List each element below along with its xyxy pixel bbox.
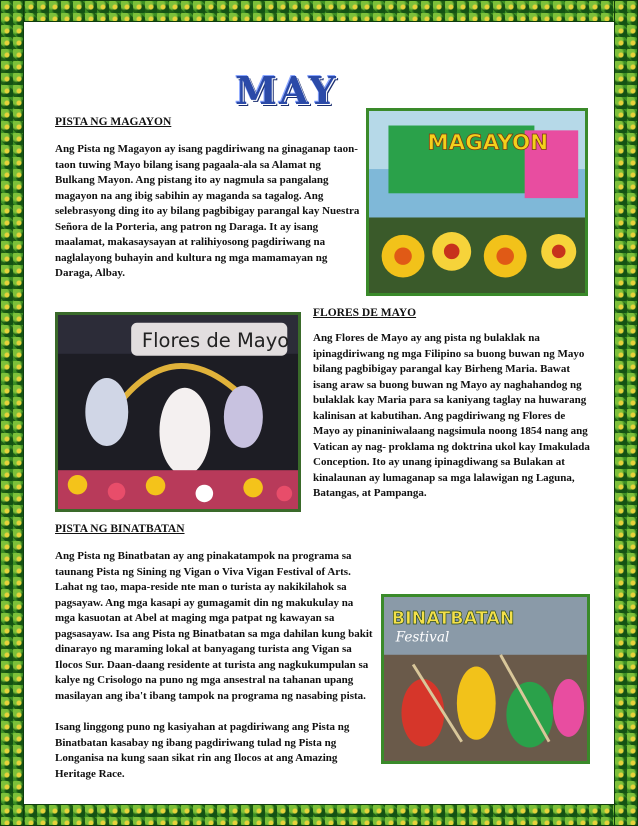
border-right <box>614 0 638 826</box>
magayon-heading: PISTA NG MAGAYON <box>55 116 172 128</box>
flores-photo <box>55 312 301 512</box>
flores-paragraph: Ang Flores de Mayo ay ang pista ng bulaklak na ipinagdiriwang ng mga Filipino sa buong buwan ng Mayo bilang pagbibigay parangal kay Birheng Maria. Bawat isang araw sa buong buwan ng Mayo ay naghahandog ng bulaklak kay Maria para sa kaniyang taglay na huwarang kalinisan at kabutihan. Ang pagdiriwang ng Flores de Mayo ay pinaniniwalaang nagsimula noong 1854 nang ang Vatican ay nag- proklama ng doktrina ukol kay Imakulada Conception. Ito ay unang ipinagdiwang sa Bulakan at kinalaunan ay lumaganap sa mga lalawigan ng Laguna, Batangas, at Pampanga. <box>313 332 590 499</box>
magayon-photo-text: MAGAYON <box>427 130 549 156</box>
binatbatan-paragraph-2: Isang linggong puno ng kasiyahan at pagdiriwang ang Pista ng Binatbatan kasabay ng ibang pagdiriwang tulad ng Pista ng Longanisa na kung saan sikat rin ang Ilocos at ang Amazing Heritage Race. <box>55 721 350 780</box>
page-title: MAY <box>235 68 338 113</box>
border-top <box>0 0 638 22</box>
binatbatan-paragraph-1: Ang Pista ng Binatbatan ay ang pinakatampok na programa sa taunang Pista ng Sining ng Vigan o Viva Vigan Festival of Arts. Lahat ng tao, mapa-reside nte man o turista ay nakikilahok sa pagsayaw. Ang mga kasapi ay gumagamit din ng makukulay na mga kasuotan at Abel at maging mga patpat ng kawayan sa pagsasayaw. Isa ang Pista ng Binatbatan sa mga dahilan kung bakit dinarayo ng maraming lokal at banyagang turista ang Vigan sa Ilocos Sur. Daan-daang residente at turista ang nagkukumpulan sa kalye ng Crisologo na puno ng mga ansestral na tahanan upang masilayan ang iba't ibang tampok na programa ng nasabing pista. <box>55 550 373 702</box>
binatbatan-photo-text: BINATBATAN <box>391 609 515 629</box>
magayon-paragraph: Ang Pista ng Magayon ay isang pagdiriwang na ginaganap taon-taon tuwing Mayo bilang isang pagaala-ala sa Alamat ng Bulkang Mayon. Ang pistang ito ay nagmula sa pangalang magayon na ang ibig sabihin ay maganda sa tagalog. Ang selebrasyong ding ito ay bilang pagbibigay parangal kay Nuestra Señora de la Porteria, ang patron ng Daraga. It ay isang maalamat, makasaysayan at ralihiyosong pagdiriwang na naglalayong buhayin and kultura ng mga mamamayan ng Daraga, Albay. <box>55 143 360 279</box>
binatbatan-photo <box>381 594 590 764</box>
border-left <box>0 0 24 826</box>
border-bottom <box>0 804 638 826</box>
flores-heading: FLORES DE MAYO <box>313 307 417 319</box>
binatbatan-heading: PISTA NG BINATBATAN <box>55 523 185 535</box>
magayon-photo <box>366 108 588 296</box>
binatbatan-photo-subtext: Festival <box>395 629 450 646</box>
flores-photo-text: Flores de Mayo <box>141 329 290 352</box>
